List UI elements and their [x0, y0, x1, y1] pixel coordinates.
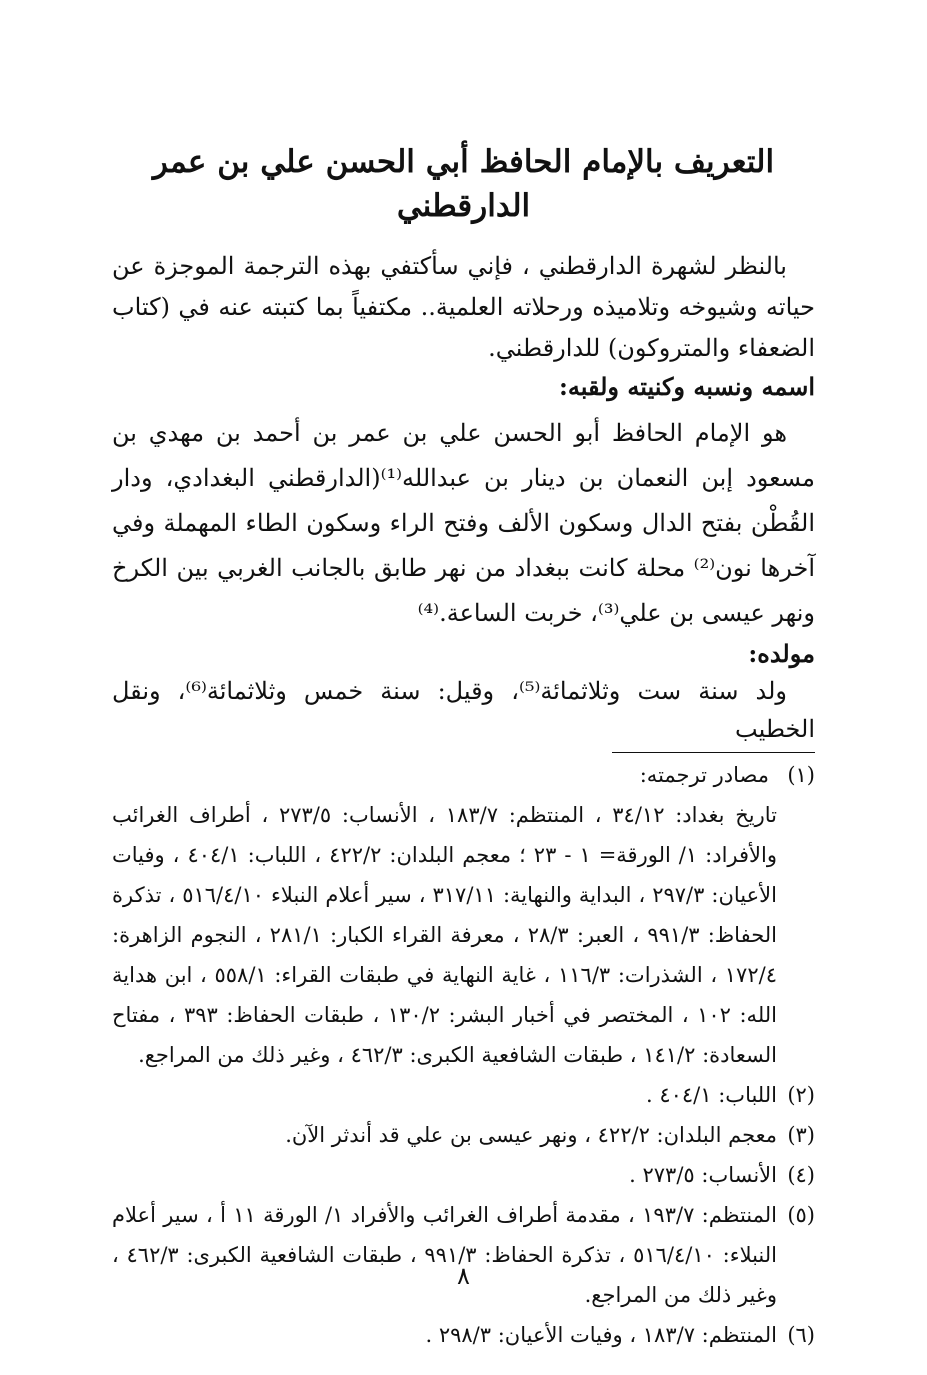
footnote-number: (٢)	[787, 1083, 815, 1107]
page-number: ٨	[457, 1262, 470, 1290]
footnote-1	[112, 755, 815, 795]
footnote-text: اللباب: ٤٠٤/١ .	[645, 1083, 777, 1107]
intro-paragraph: بالنظر لشهرة الدارقطني ، فإني سأكتفي بهذه الترجمة الموجزة عن حياته وشيوخه وتلاميذه ورحلاته العلمية.. مكتفياً بما كتبته عنه في (كتاب الضعفاء والمتروكون) للدارقطني.	[112, 252, 815, 362]
footnote-1-sources: تاريخ بغداد: ٣٤/١٢ ، المنتظم: ١٨٣/٧ ، الأنساب: ٢٧٣/٥ ، أطراف الغرائب والأفراد: ١/ الورقة= ١ - ٢٣ ؛ معجم البلدان: ٤٢٢/٢ ، اللباب: ٤٠٤/١ ، وفيات الأعيان: ٢٩٧/٣ ، البداية والنهاية: ٣١٧/١١ ، سير أعلام النبلاء ٥١٦/٤/١٠ ، تذكرة الحفاظ: ٩٩١/٣ ، العبر: ٢٨/٣ ، معرفة القراء الكبار: ٢٨١/١ ، النجوم الزاهرة: ١٧٢/٤ ، الشذرات: ١١٦/٣ ، غاية النهاية في طبقات القراء: ٥٥٨/١ ، ابن هداية الله: ١٠٢ ، المختصر في أخبار البشر: ١٣٠/٢ ، طبقات الحفاظ: ٣٩٣ ، مفتاح السعادة: ١٤١/٢ ، طبقات الشافعية الكبرى: ٤٦٢/٣ ، وغير ذلك من المراجع.	[112, 803, 777, 1067]
footnote-6	[112, 1315, 815, 1355]
page-content	[112, 140, 815, 1355]
footnote-text: المنتظم: ١٨٣/٧ ، وفيات الأعيان: ٢٩٨/٣ .	[425, 1323, 777, 1347]
footnote-text: المنتظم: ١٩٣/٧ ، مقدمة أطراف الغرائب والأفراد ١/ الورقة ١١ أ ، سير أعلام النبلاء: ٥١٦/٤/١٠ ، تذكرة الحفاظ: ٩٩١/٣ ، طبقات الشافعية الكبرى: ٤٦٢/٣ ، وغير ذلك من المراجع.	[112, 1203, 778, 1307]
birth-heading: مولده:	[748, 639, 815, 668]
birth-paragraph: ولد سنة ست وثلاثمائة⁽⁵⁾، وقيل: سنة خمس وثلاثمائة⁽⁶⁾، ونقل الخطيب	[112, 677, 815, 743]
page-title: التعريف بالإمام الحافظ أبي الحسن علي بن عمر الدارقطني	[152, 144, 775, 224]
footnote-text: الأنساب: ٢٧٣/٥ .	[629, 1163, 777, 1187]
main-text	[112, 246, 815, 748]
footnote-4	[112, 1155, 815, 1195]
footnote-3	[112, 1115, 815, 1155]
name-lineage-paragraph: هو الإمام الحافظ أبو الحسن علي بن عمر بن أحمد بن مهدي بن مسعود إبن النعمان بن دينار بن عبدالله⁽¹⁾(الدارقطني البغدادي، ودار القُطْن بفتح الدال وسكون الألف وفتح الراء وسكون الطاء المهملة وفي آخرها نون⁽²⁾ محلة كانت ببغداد من نهر طابق بالجانب الغربي بين الكرخ ونهر عيسى بن علي⁽³⁾، خربت الساعة.⁽⁴⁾	[112, 419, 816, 627]
footnote-number: (٥)	[787, 1203, 815, 1227]
footnote-number: (٣)	[787, 1123, 815, 1147]
footnote-number: (٤)	[787, 1163, 815, 1187]
footnote-2	[112, 1075, 815, 1115]
footnote-title: مصادر ترجمته:	[639, 763, 769, 787]
footnote-divider	[612, 752, 815, 753]
footnote-number: (١)	[787, 763, 815, 787]
footnote-number: (٦)	[787, 1323, 815, 1347]
footnote-5	[112, 1195, 815, 1315]
footnote-text: معجم البلدان: ٤٢٢/٢ ، ونهر عيسى بن علي قد أندثر الآن.	[285, 1123, 777, 1147]
name-lineage-heading: اسمه ونسبه وكنيته ولقبه:	[559, 372, 815, 401]
